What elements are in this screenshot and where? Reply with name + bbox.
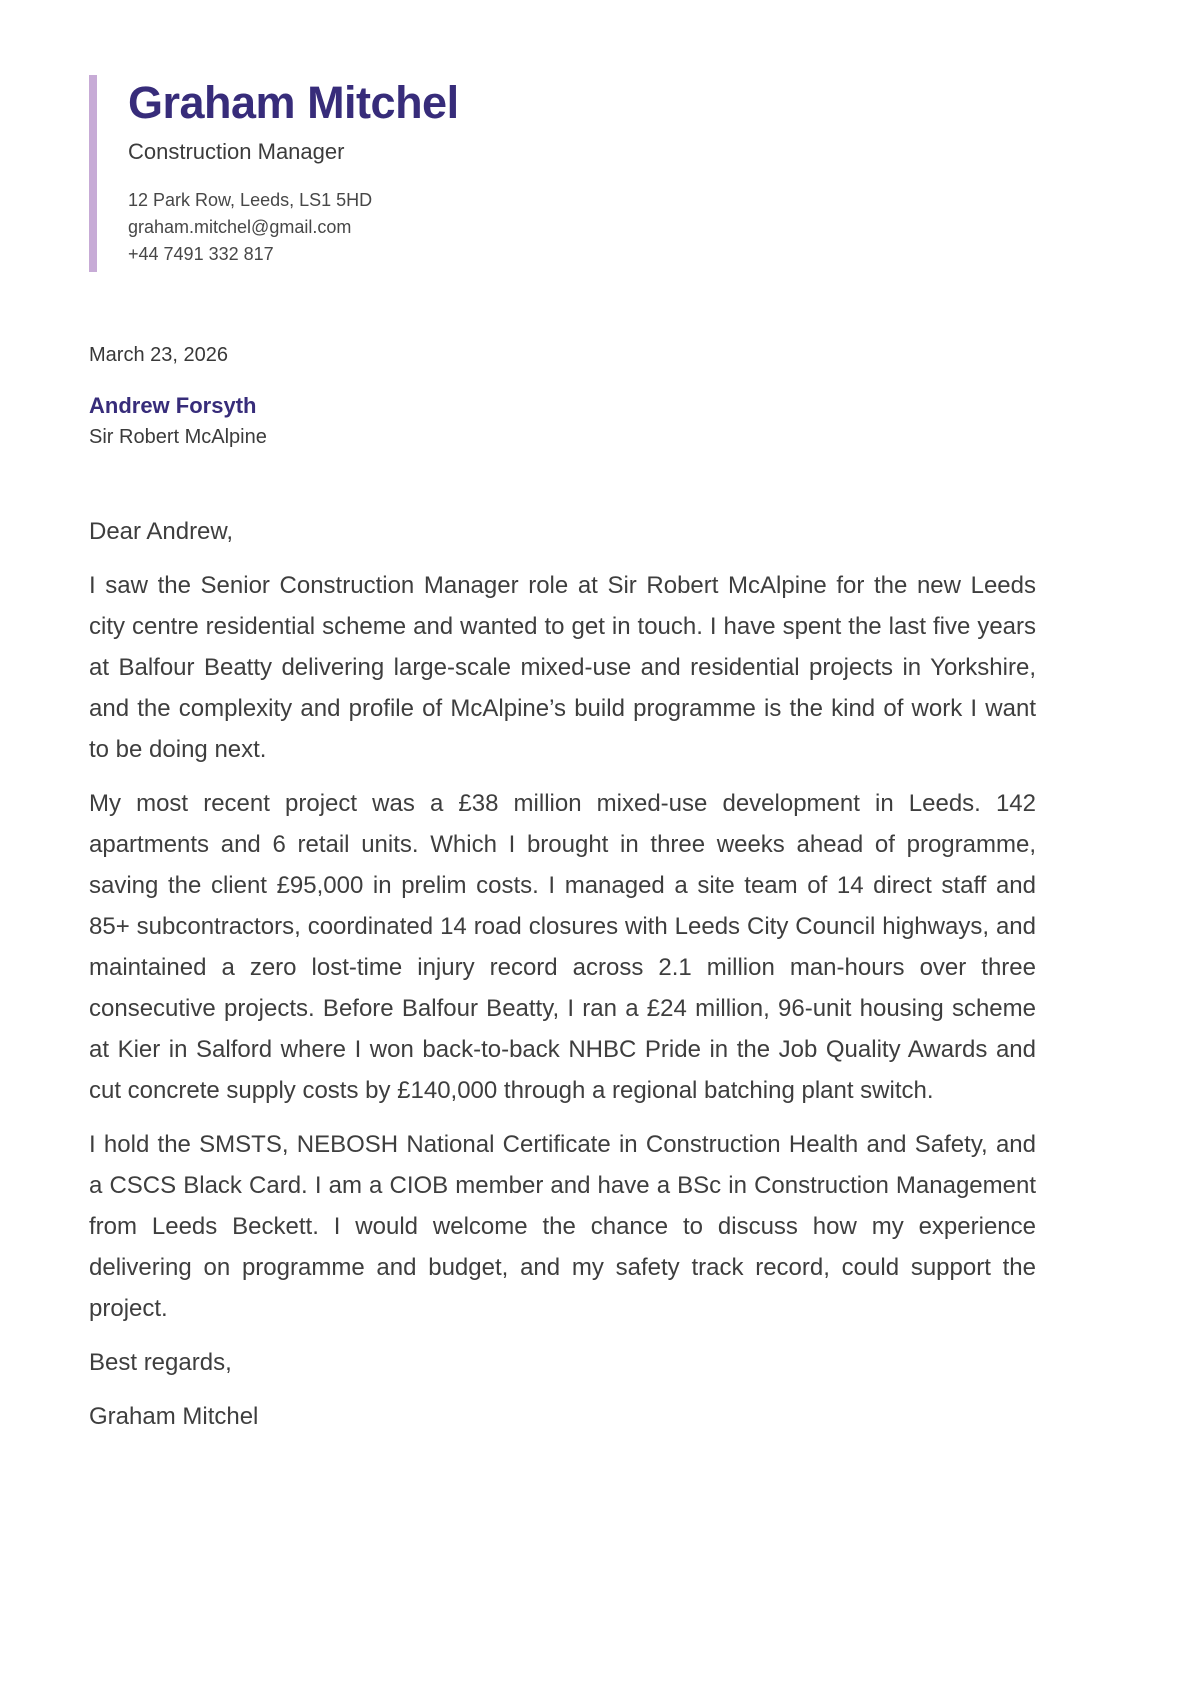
recipient-name: Andrew Forsyth — [89, 393, 257, 419]
signature: Graham Mitchel — [89, 1403, 259, 1431]
accent-bar — [89, 75, 97, 272]
salutation: Dear Andrew, — [89, 518, 234, 546]
sender-email: graham.mitchel@gmail.com — [128, 217, 352, 238]
sender-contact — [128, 187, 459, 268]
sender-address: 12 Park Row, Leeds, LS1 5HD — [128, 190, 373, 211]
sender-title: Construction Manager — [128, 138, 345, 164]
recipient-block — [89, 393, 1036, 449]
letter-body — [89, 511, 1036, 1437]
sender-phone: +44 7491 332 817 — [128, 244, 274, 265]
recipient-company: Sir Robert McAlpine — [89, 426, 267, 449]
sender-name: Graham Mitchel — [128, 77, 459, 128]
closing: Best regards, — [89, 1349, 232, 1377]
letter-header — [89, 75, 1036, 272]
body-paragraph: I hold the SMSTS, NEBOSH National Certificate in Construction Health and Safety, and a CSCS Black Card. I am a CIOB member and have a BSc in Construction Management from Leeds Beckett. I would welcome the chance to discuss how my experience delivering on programme and budget, and my safety track record, could support the project. — [89, 1131, 1036, 1323]
letter-date: March 23, 2026 — [89, 344, 228, 367]
body-paragraph: My most recent project was a £38 million mixed-use development in Leeds. 142 apartments and 6 retail units. Which I brought in three weeks ahead of programme, saving the client £95,000 in prelim costs. I managed a site team of 14 direct staff and 85+ subcontractors, coordinated 14 road closures with Leeds City Council highways, and maintained a zero lost-time injury record across 2.1 million man-hours over three consecutive projects. Before Balfour Beatty, I ran a £24 million, 96-unit housing scheme at Kier in Salford where I won back-to-back NHBC Pride in the Job Quality Awards and cut concrete supply costs by £140,000 through a regional batching plant switch. — [89, 790, 1036, 1105]
header-content — [97, 75, 459, 272]
body-paragraph: I saw the Senior Construction Manager role at Sir Robert McAlpine for the new Leeds city centre residential scheme and wanted to get in touch. I have spent the last five years at Balfour Beatty delivering large-scale mixed-use and residential projects in Yorkshire, and the complexity and profile of McAlpine’s build programme is the kind of work I want to be doing next. — [89, 572, 1036, 764]
